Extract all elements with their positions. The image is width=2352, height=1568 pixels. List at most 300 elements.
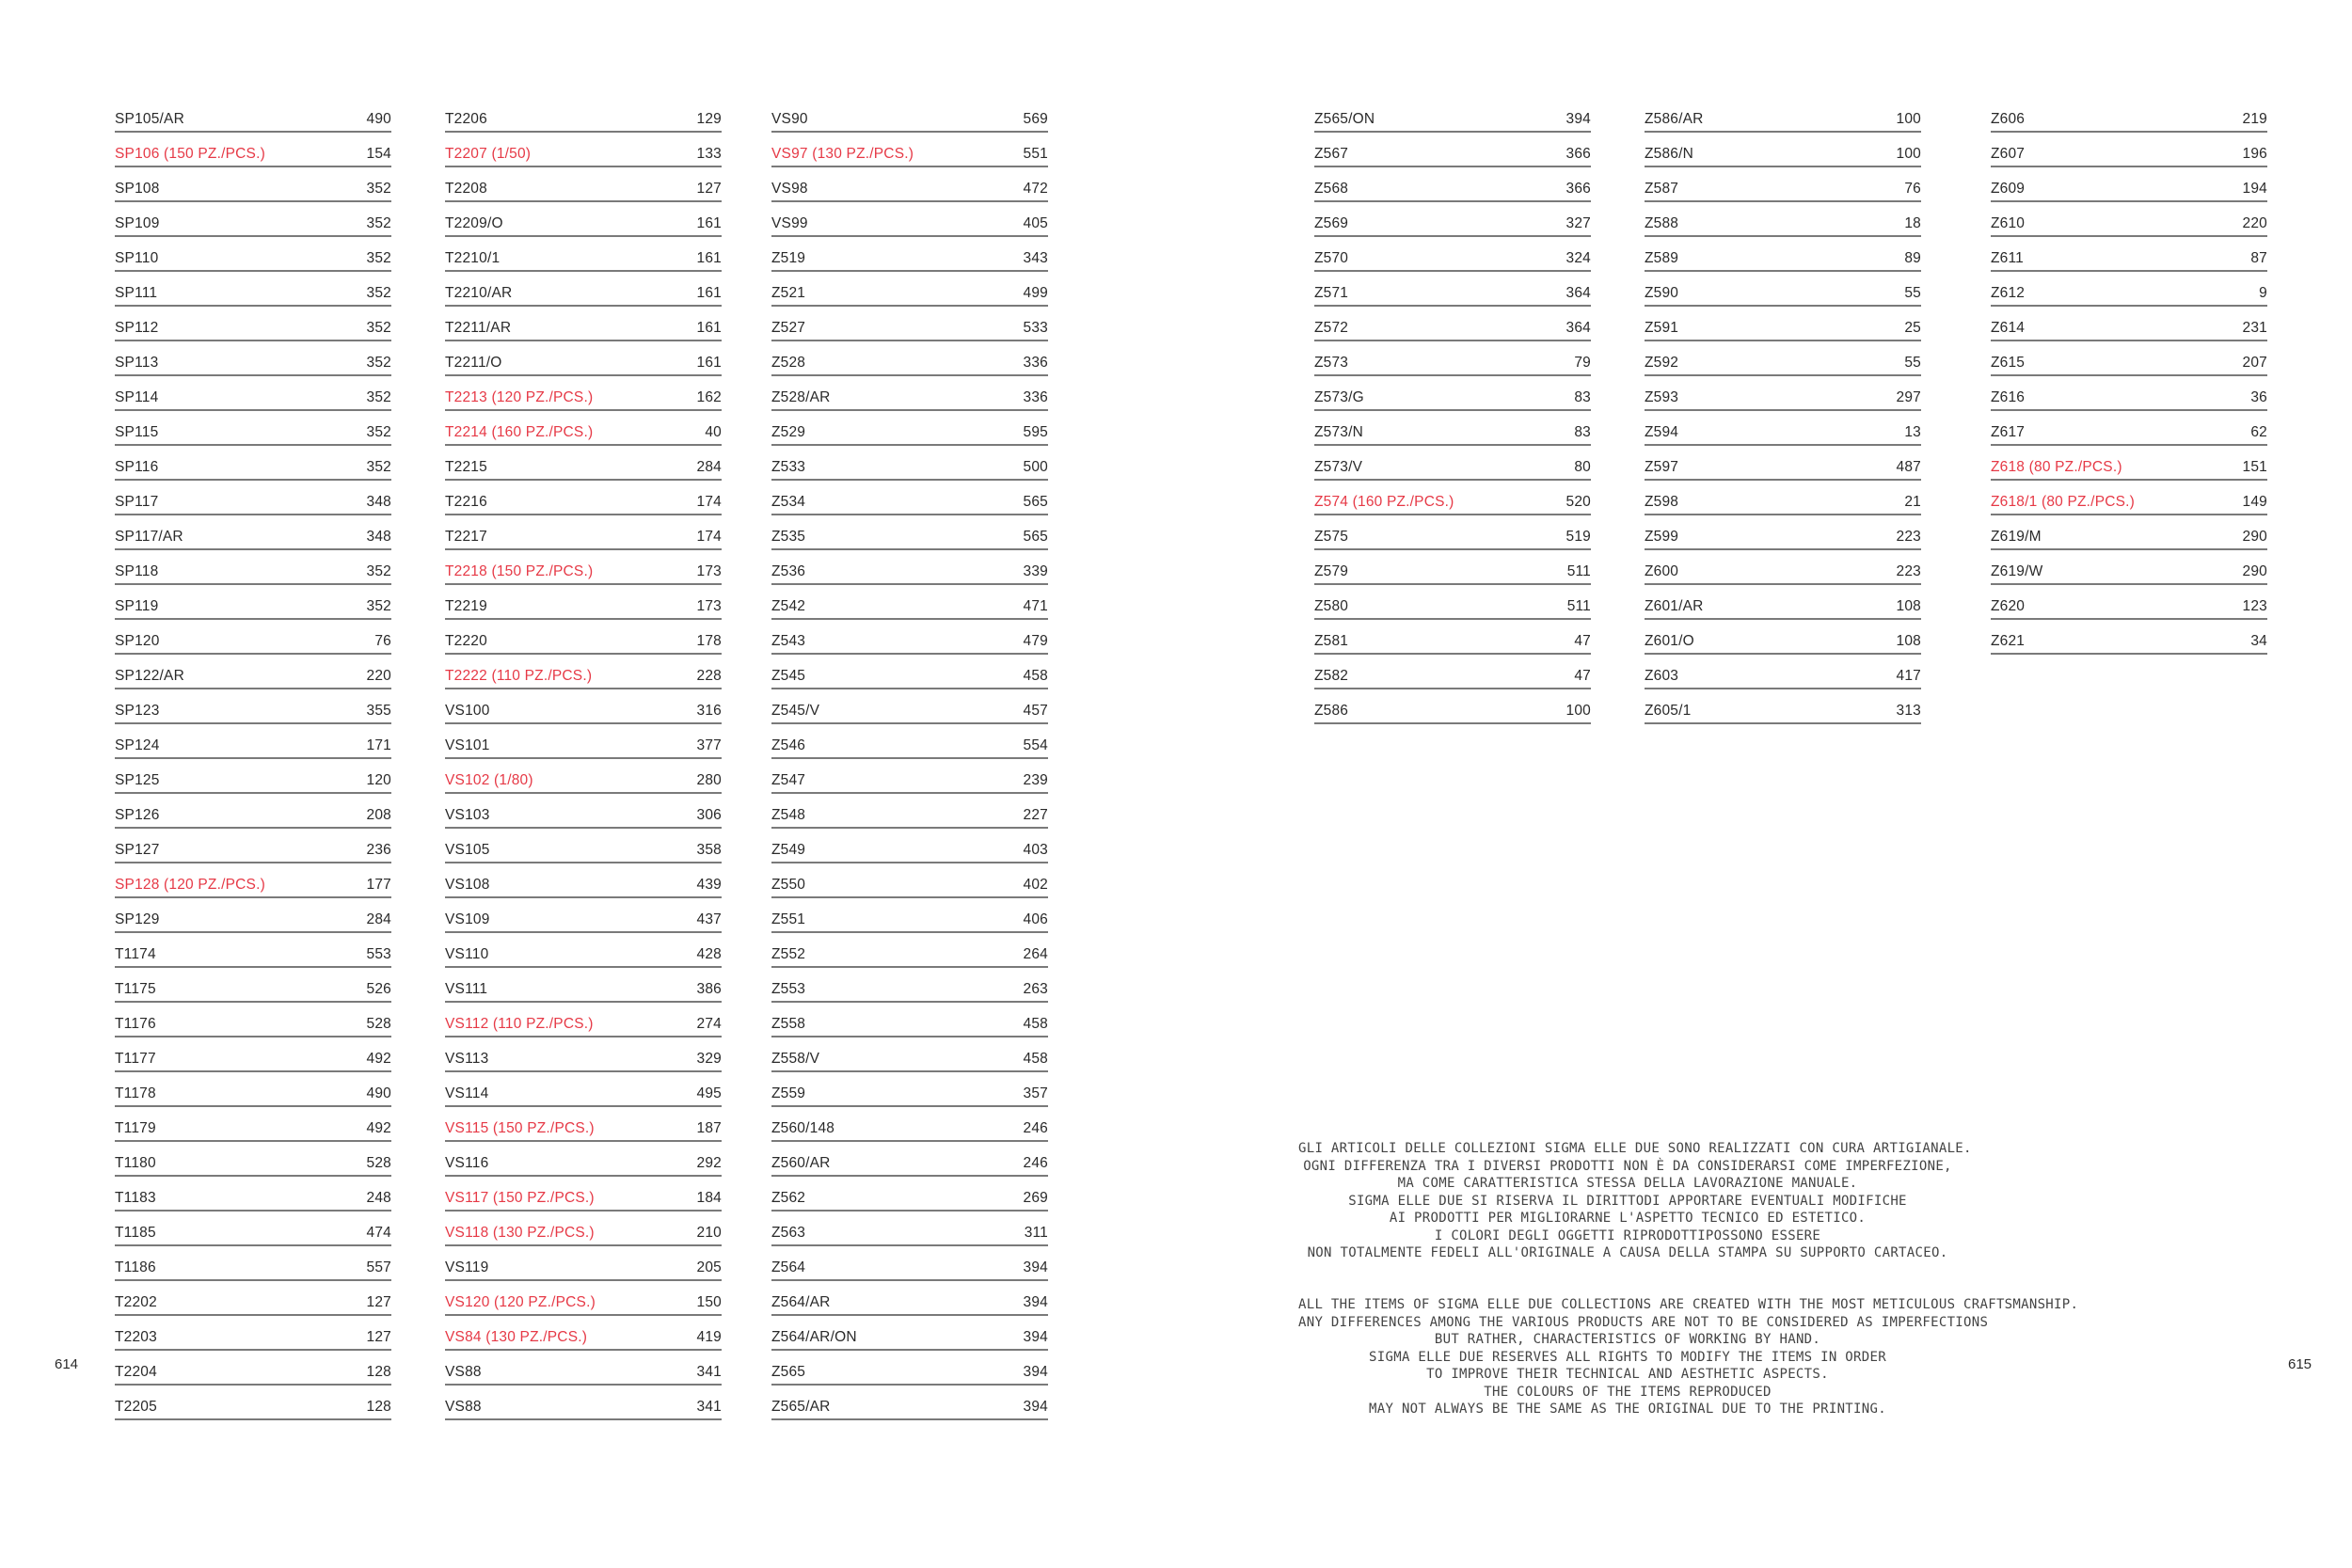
item-page: 297 [1896,389,1921,405]
item-page: 87 [2250,250,2267,266]
item-page: 366 [1565,181,1591,197]
item-code: SP116 [115,459,159,475]
item-code: T1185 [115,1225,156,1241]
item-page: 13 [1904,424,1921,440]
item-code: Z586 [1314,703,1349,719]
item-code: Z619/M [1991,529,2042,545]
index-row [445,378,722,411]
index-column-6 [1991,100,2267,657]
item-page: 150 [696,1294,722,1310]
index-row [771,1248,1048,1281]
item-code: Z543 [771,633,806,649]
item-code: VS120 (120 PZ./PCS.) [445,1294,596,1310]
item-page: 352 [366,320,391,336]
item-code: T2210/AR [445,285,513,301]
index-row [771,448,1048,481]
item-code: T2207 (1/50) [445,146,532,162]
index-row [445,587,722,620]
index-row [1314,587,1591,620]
item-page: 458 [1023,1016,1048,1032]
index-row [1991,378,2267,411]
note-line: ANY DIFFERENCES AMONG THE VARIOUS PRODUCTS ARE NOT TO BE CONSIDERED AS IMPERFECTIONS [1298,1314,1989,1330]
item-code: T2202 [115,1294,157,1310]
item-page: 223 [1896,563,1921,579]
item-code: Z586/N [1645,146,1694,162]
item-page: 487 [1896,459,1921,475]
item-code: Z545 [771,668,806,684]
index-row [1645,413,1921,446]
item-code: Z601/AR [1645,598,1704,614]
index-row [115,1144,391,1177]
index-row [771,726,1048,759]
item-code: SP112 [115,320,159,336]
index-row [771,239,1048,272]
item-page: 161 [696,355,722,371]
item-page: 239 [1023,772,1048,788]
item-page: 341 [696,1399,722,1415]
item-code: Z591 [1645,320,1679,336]
index-row [1991,274,2267,307]
item-page: 324 [1565,250,1591,266]
note-line: SIGMA ELLE DUE RESERVES ALL RIGHTS TO MODIFY THE ITEMS IN ORDER [1369,1349,1886,1365]
item-code: T2210/1 [445,250,501,266]
item-page: 377 [696,737,722,753]
note-line: MA COME CARATTERISTICA STESSA DELLA LAVORAZIONE MANUALE. [1397,1176,1858,1191]
index-row [115,1387,391,1420]
item-page: 352 [366,424,391,440]
index-row [1991,448,2267,481]
index-row [1991,169,2267,202]
index-row [771,796,1048,829]
item-page: 533 [1023,320,1048,336]
index-row [115,622,391,655]
item-code: Z560/148 [771,1120,835,1136]
item-code: Z545/V [771,703,820,719]
item-code: Z553 [771,981,806,997]
page-number-left: 614 [55,1356,79,1372]
item-code: Z592 [1645,355,1679,371]
item-page: 129 [696,111,722,127]
item-page: 161 [696,250,722,266]
item-code: VS113 [445,1051,489,1067]
item-code: T1183 [115,1190,156,1206]
item-page: 394 [1023,1399,1048,1415]
index-row [1991,309,2267,341]
item-page: 479 [1023,633,1048,649]
item-code: Z594 [1645,424,1679,440]
index-row [1991,239,2267,272]
item-page: 428 [696,946,722,962]
item-code: SP108 [115,181,160,197]
item-page: 565 [1023,494,1048,510]
item-page: 352 [366,598,391,614]
item-page: 557 [366,1259,391,1275]
item-code: SP119 [115,598,159,614]
item-code: Z558/V [771,1051,820,1067]
item-code: Z601/O [1645,633,1694,649]
index-row [115,587,391,620]
index-row [771,204,1048,237]
index-row [771,343,1048,376]
item-code: Z519 [771,250,806,266]
index-row [445,726,722,759]
index-row [1991,413,2267,446]
index-row [115,935,391,968]
index-row [445,1179,722,1212]
index-row [1645,448,1921,481]
index-row [445,1353,722,1386]
index-row [1645,517,1921,550]
index-row [445,691,722,724]
item-code: Z573/G [1314,389,1364,405]
index-row [1991,622,2267,655]
item-page: 40 [705,424,722,440]
item-page: 100 [1896,146,1921,162]
index-row [771,935,1048,968]
item-code: Z527 [771,320,806,336]
item-page: 21 [1904,494,1921,510]
item-code: Z533 [771,459,806,475]
item-code: Z551 [771,911,806,927]
item-page: 290 [2242,529,2267,545]
index-row [771,1005,1048,1037]
item-code: Z571 [1314,285,1349,301]
index-row [445,1074,722,1107]
item-code: Z609 [1991,181,2026,197]
item-code: VS110 [445,946,489,962]
index-row [115,309,391,341]
item-code: VS111 [445,981,488,997]
index-row [1991,204,2267,237]
item-page: 9 [2259,285,2267,301]
item-code: Z607 [1991,146,2026,162]
item-page: 352 [366,181,391,197]
item-code: Z573 [1314,355,1349,371]
index-row [115,657,391,689]
item-code: SP114 [115,389,159,405]
item-code: Z563 [771,1225,806,1241]
index-row [1314,204,1591,237]
index-row [445,1387,722,1420]
item-code: Z562 [771,1190,806,1206]
note-line: GLI ARTICOLI DELLE COLLEZIONI SIGMA ELLE DUE SONO REALIZZATI CON CURA ARTIGIANALE. [1298,1141,1972,1156]
index-row [445,935,722,968]
item-code: Z521 [771,285,806,301]
index-row [445,865,722,898]
item-code: Z606 [1991,111,2026,127]
item-page: 220 [2242,215,2267,231]
item-page: 355 [366,703,391,719]
item-code: SP129 [115,911,160,927]
index-row [1314,413,1591,446]
item-code: Z575 [1314,529,1349,545]
item-code: VS98 [771,181,808,197]
item-code: T2218 (150 PZ./PCS.) [445,563,594,579]
item-page: 55 [1904,355,1921,371]
index-row [115,1005,391,1037]
item-page: 284 [366,911,391,927]
index-row [1645,343,1921,376]
index-row [1991,587,2267,620]
item-code: T2213 (120 PZ./PCS.) [445,389,594,405]
item-code: Z590 [1645,285,1679,301]
item-code: Z558 [771,1016,806,1032]
item-code: Z549 [771,842,806,858]
index-row [115,831,391,863]
index-row [771,1179,1048,1212]
item-code: Z587 [1645,181,1679,197]
item-page: 264 [1023,946,1048,962]
item-code: SP124 [115,737,160,753]
item-code: VS114 [445,1085,489,1101]
index-row [1314,274,1591,307]
item-page: 171 [366,737,391,753]
item-code: Z560/AR [771,1155,831,1171]
item-code: SP111 [115,285,158,301]
index-row [445,970,722,1003]
index-row [1314,239,1591,272]
item-code: VS116 [445,1155,489,1171]
item-page: 174 [696,494,722,510]
item-code: VS102 (1/80) [445,772,533,788]
item-code: Z593 [1645,389,1679,405]
index-row [1991,100,2267,133]
item-code: Z559 [771,1085,806,1101]
item-code: T2219 [445,598,487,614]
item-code: Z550 [771,877,806,893]
item-code: VS101 [445,737,490,753]
item-page: 569 [1023,111,1048,127]
item-code: Z564/AR/ON [771,1329,857,1345]
item-page: 458 [1023,1051,1048,1067]
index-row [1645,691,1921,724]
item-page: 348 [366,494,391,510]
item-page: 220 [366,668,391,684]
item-page: 127 [366,1294,391,1310]
index-row [1645,274,1921,307]
index-row [445,309,722,341]
item-code: T2222 (110 PZ./PCS.) [445,668,593,684]
index-row [115,169,391,202]
item-page: 526 [366,981,391,997]
item-code: Z614 [1991,320,2026,336]
item-page: 352 [366,250,391,266]
index-row [445,761,722,794]
item-page: 123 [2242,598,2267,614]
item-page: 329 [696,1051,722,1067]
item-code: VS118 (130 PZ./PCS.) [445,1225,595,1241]
index-row [1314,100,1591,133]
item-code: SP123 [115,703,160,719]
index-row [771,657,1048,689]
item-page: 274 [696,1016,722,1032]
item-code: T2216 [445,494,487,510]
item-code: T1176 [115,1016,156,1032]
item-code: VS103 [445,807,490,823]
item-page: 227 [1023,807,1048,823]
note-line: OGNI DIFFERENZA TRA I DIVERSI PRODOTTI NON È DA CONSIDERARSI COME IMPERFEZIONE, [1303,1158,1952,1174]
index-row [1645,378,1921,411]
item-page: 219 [2242,111,2267,127]
item-page: 269 [1023,1190,1048,1206]
item-page: 394 [1023,1329,1048,1345]
item-code: T2211/AR [445,320,512,336]
item-code: VS90 [771,111,808,127]
item-code: SP110 [115,250,159,266]
item-page: 364 [1565,285,1591,301]
item-page: 178 [696,633,722,649]
item-code: T1180 [115,1155,156,1171]
index-row [445,1109,722,1142]
item-page: 492 [366,1120,391,1136]
note-line: I COLORI DEGLI OGGETTI RIPRODOTTIPOSSONO ESSERE [1434,1227,1821,1243]
item-page: 149 [2242,494,2267,510]
index-row [1314,622,1591,655]
item-code: Z597 [1645,459,1679,475]
item-page: 79 [1574,355,1591,371]
item-code: Z573/V [1314,459,1363,475]
item-code: T2211/O [445,355,502,371]
item-page: 394 [1023,1294,1048,1310]
note-line: AI PRODOTTI PER MIGLIORARNE L'ASPETTO TECNICO ED ESTETICO. [1389,1211,1867,1226]
item-page: 76 [374,633,391,649]
item-page: 437 [696,911,722,927]
item-page: 173 [696,598,722,614]
item-page: 55 [1904,285,1921,301]
item-page: 348 [366,529,391,545]
item-page: 210 [696,1225,722,1241]
item-code: Z612 [1991,285,2026,301]
item-code: T2209/O [445,215,503,231]
item-code: VS99 [771,215,808,231]
note-line: THE COLOURS OF THE ITEMS REPRODUCED [1484,1384,1772,1400]
index-row [115,865,391,898]
item-code: SP105/AR [115,111,184,127]
item-page: 554 [1023,737,1048,753]
item-code: VS84 (130 PZ./PCS.) [445,1329,588,1345]
item-page: 316 [696,703,722,719]
index-row [771,1318,1048,1351]
item-page: 352 [366,459,391,475]
index-row [771,1039,1048,1072]
item-page: 343 [1023,250,1048,266]
item-page: 495 [696,1085,722,1101]
notes-english [1298,1296,2079,1418]
item-code: Z535 [771,529,806,545]
index-row [115,413,391,446]
index-row [771,587,1048,620]
item-page: 62 [2250,424,2267,440]
item-page: 406 [1023,911,1048,927]
item-code: SP125 [115,772,160,788]
index-row [445,1248,722,1281]
item-page: 565 [1023,529,1048,545]
index-row [1991,552,2267,585]
item-page: 364 [1565,320,1591,336]
item-page: 246 [1023,1120,1048,1136]
item-page: 358 [696,842,722,858]
item-page: 499 [1023,285,1048,301]
item-page: 439 [696,877,722,893]
index-row [115,1213,391,1246]
item-code: Z581 [1314,633,1349,649]
index-row [1991,135,2267,167]
index-row [1314,169,1591,202]
item-code: SP106 (150 PZ./PCS.) [115,146,265,162]
item-page: 128 [366,1364,391,1380]
index-row [1314,483,1591,515]
item-code: T1179 [115,1120,156,1136]
item-code: Z611 [1991,250,2024,266]
item-code: Z529 [771,424,806,440]
note-line: BUT RATHER, CHARACTERISTICS OF WORKING BY HAND. [1434,1332,1821,1347]
item-page: 352 [366,215,391,231]
item-page: 154 [366,146,391,162]
item-page: 120 [366,772,391,788]
item-page: 34 [2250,633,2267,649]
index-row [1991,343,2267,376]
index-row [115,1283,391,1316]
item-code: Z599 [1645,529,1679,545]
item-page: 490 [366,111,391,127]
item-code: T2204 [115,1364,157,1380]
item-page: 161 [696,320,722,336]
index-row [1314,135,1591,167]
item-code: T2215 [445,459,487,475]
index-row [771,1109,1048,1142]
item-page: 290 [2242,563,2267,579]
item-page: 511 [1566,598,1591,614]
index-row [445,274,722,307]
index-row [771,1074,1048,1107]
item-code: Z565/ON [1314,111,1375,127]
index-row [115,483,391,515]
item-code: T2203 [115,1329,157,1345]
item-code: Z605/1 [1645,703,1692,719]
item-page: 500 [1023,459,1048,475]
item-page: 280 [696,772,722,788]
item-code: Z572 [1314,320,1349,336]
note-line: TO IMPROVE THEIR TECHNICAL AND AESTHETIC ASPECTS. [1426,1367,1829,1382]
item-page: 471 [1023,598,1048,614]
item-page: 177 [366,877,391,893]
item-page: 174 [696,529,722,545]
item-page: 127 [366,1329,391,1345]
index-row [1314,552,1591,585]
item-page: 528 [366,1016,391,1032]
item-code: Z573/N [1314,424,1364,440]
index-row [1991,483,2267,515]
item-code: Z616 [1991,389,2026,405]
index-row [445,1318,722,1351]
index-row [445,552,722,585]
item-page: 551 [1023,146,1048,162]
item-code: Z528/AR [771,389,831,405]
index-row [115,552,391,585]
item-code: Z569 [1314,215,1349,231]
item-code: SP115 [115,424,159,440]
index-row [771,1387,1048,1420]
item-page: 196 [2242,146,2267,162]
index-row [115,761,391,794]
index-row [1645,657,1921,689]
item-page: 492 [366,1051,391,1067]
index-row [771,865,1048,898]
item-code: Z620 [1991,598,2026,614]
item-page: 151 [2242,459,2267,475]
item-code: SP128 (120 PZ./PCS.) [115,877,265,893]
item-page: 519 [1565,529,1591,545]
